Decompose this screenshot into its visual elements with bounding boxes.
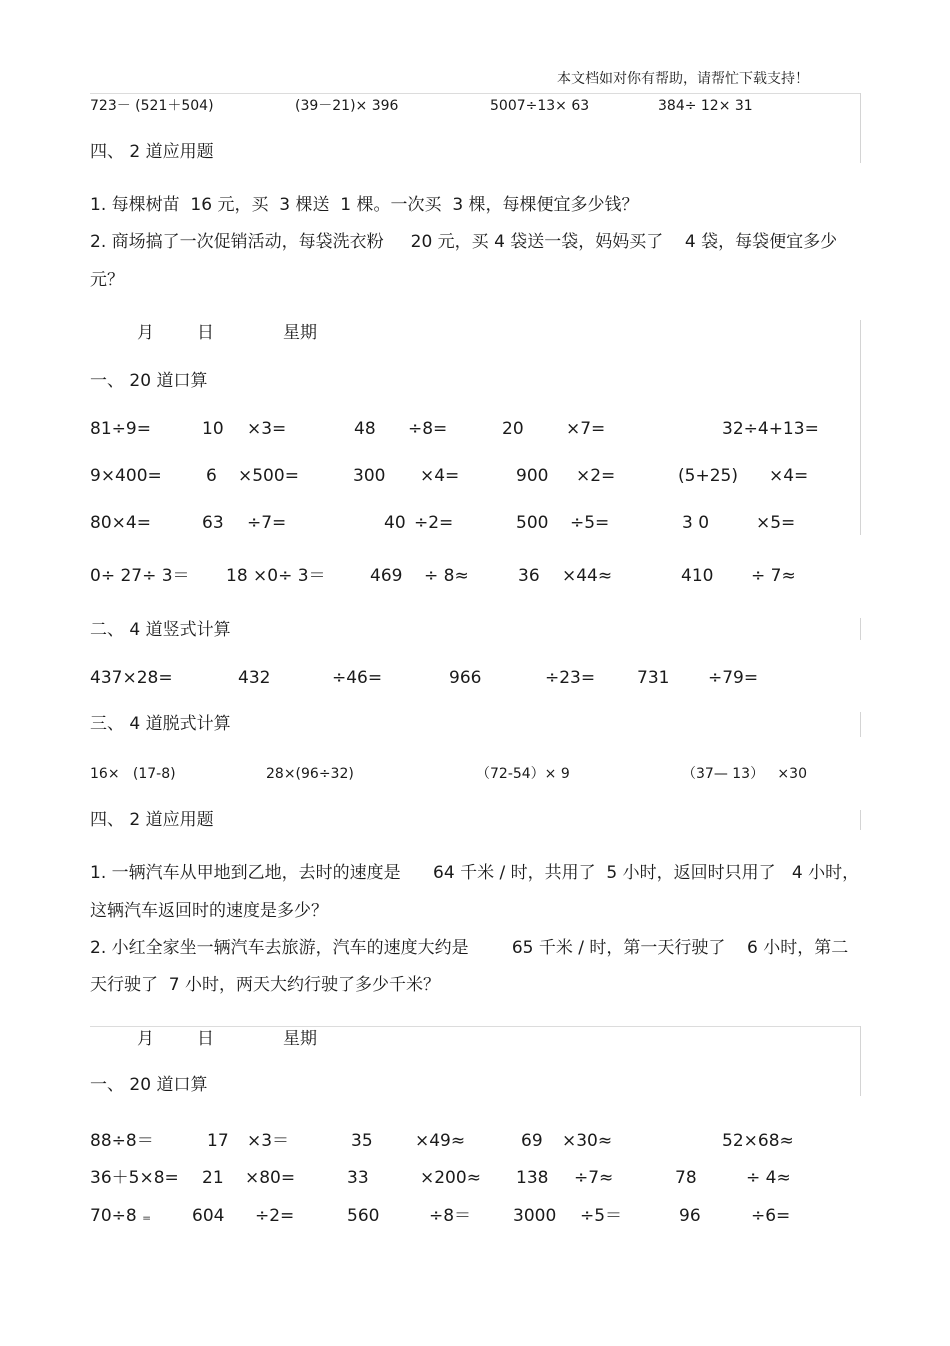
date-day: 日 xyxy=(197,323,214,343)
oral-item: ÷7≈ xyxy=(574,1168,614,1188)
oral-item: ×4= xyxy=(420,466,460,486)
oral-item: 52×68≈ xyxy=(722,1131,794,1151)
top-expr-3: 5007÷13× 63 xyxy=(490,98,590,114)
right-rule xyxy=(860,1026,861,1096)
date-month: 月 xyxy=(137,323,154,343)
oral-item: 410 xyxy=(681,566,714,586)
vertical-calc-item: ÷79= xyxy=(708,668,759,688)
oral-item: 70÷8 ₌ xyxy=(90,1206,152,1226)
oral-item: 81÷9= xyxy=(90,419,151,439)
oral-item: 36 xyxy=(518,566,540,586)
top-expr-4: 384÷ 12× 31 xyxy=(658,98,753,114)
date-month: 月 xyxy=(137,1029,154,1049)
oral-item: 32÷4+13= xyxy=(722,419,819,439)
oral-item: 0÷ 27÷ 3＝ xyxy=(90,566,190,586)
question-1: 1. 每棵树苗 16 元，买 3 棵送 1 棵。一次买 3 棵，每棵便宜多少钱？ xyxy=(90,195,639,215)
oral-item: 469 xyxy=(370,566,403,586)
oral-item: 36＋5×8= xyxy=(90,1168,179,1188)
oral-item: ÷8= xyxy=(408,419,448,439)
oral-item: 88÷8＝ xyxy=(90,1131,154,1151)
question-2-line-1: 2. 小红全家坐一辆汽车去旅游，汽车的速度大约是 65 千米 / 时，第一天行驶了 6 小时，第二 xyxy=(90,938,849,958)
oral-item: 500 xyxy=(516,513,549,533)
oral-item: 21 xyxy=(202,1168,224,1188)
oral-item: 3 0 xyxy=(682,513,710,533)
right-rule xyxy=(860,93,861,163)
right-rule xyxy=(860,320,861,535)
vertical-calc-item: ÷46= xyxy=(332,668,383,688)
oral-item: ÷2= xyxy=(414,513,454,533)
step-calc-item: （37— 13） ×30 xyxy=(682,766,807,782)
oral-item: 9×400= xyxy=(90,466,162,486)
oral-item: ×200≈ xyxy=(420,1168,481,1188)
oral-item: 560 xyxy=(347,1206,380,1226)
vertical-calc-item: 437×28= xyxy=(90,668,173,688)
oral-item: ×500= xyxy=(238,466,299,486)
vertical-calc-item: ÷23= xyxy=(545,668,596,688)
oral-item: 33 xyxy=(347,1168,369,1188)
date-weekday: 星期 xyxy=(283,323,317,343)
block-rule xyxy=(90,1026,860,1027)
oral-item: 3000 xyxy=(513,1206,557,1226)
oral-item: 80×4= xyxy=(90,513,151,533)
oral-item: 69 xyxy=(521,1131,543,1151)
oral-item: 20 xyxy=(502,419,524,439)
oral-item: 6 xyxy=(206,466,217,486)
oral-item: ×30≈ xyxy=(562,1131,613,1151)
oral-item: 18 ×0÷ 3＝ xyxy=(226,566,326,586)
oral-item: ×4= xyxy=(769,466,809,486)
oral-item: ÷8＝ xyxy=(429,1206,472,1226)
section-title: 一、 20 道口算 xyxy=(90,1075,208,1095)
question-1-line-1: 1. 一辆汽车从甲地到乙地，去时的速度是 64 千米 / 时，共用了 5 小时，返回时只用了 4 小时， xyxy=(90,863,860,883)
section-title: 一、 20 道口算 xyxy=(90,371,208,391)
oral-item: ÷5＝ xyxy=(580,1206,623,1226)
oral-item: 78 xyxy=(675,1168,697,1188)
oral-item: ×49≈ xyxy=(415,1131,466,1151)
oral-item: ÷6= xyxy=(751,1206,791,1226)
oral-item: 96 xyxy=(679,1206,701,1226)
vertical-calc-item: 731 xyxy=(637,668,670,688)
oral-item: 138 xyxy=(516,1168,549,1188)
step-calc-item: 28×(96÷32) xyxy=(266,766,354,782)
oral-item: ÷2= xyxy=(255,1206,295,1226)
oral-item: ×3= xyxy=(247,419,287,439)
oral-item: 35 xyxy=(351,1131,373,1151)
top-rule xyxy=(90,93,860,94)
right-rule xyxy=(860,712,861,737)
oral-item: 10 xyxy=(202,419,224,439)
oral-item: 900 xyxy=(516,466,549,486)
date-weekday: 星期 xyxy=(283,1029,317,1049)
question-2-line-2: 元？ xyxy=(90,270,124,290)
section-title: 四、 2 道应用题 xyxy=(90,810,214,830)
oral-item: ÷ 8≈ xyxy=(424,566,469,586)
question-2-line-2: 天行驶了 7 小时，两天大约行驶了多少千米？ xyxy=(90,975,441,995)
oral-item: ×7= xyxy=(566,419,606,439)
section-title: 四、 2 道应用题 xyxy=(90,142,214,162)
oral-item: ÷7= xyxy=(247,513,287,533)
oral-item: ÷ 7≈ xyxy=(751,566,796,586)
oral-item: ÷5= xyxy=(570,513,610,533)
oral-item: ×44≈ xyxy=(562,566,613,586)
oral-item: ×5= xyxy=(756,513,796,533)
question-2-line-1: 2. 商场搞了一次促销活动，每袋洗衣粉 20 元，买 4 袋送一袋，妈妈买了 4 袋，每袋便宜多少 xyxy=(90,232,838,252)
top-expr-1: 723－ (521＋504) xyxy=(90,98,214,114)
vertical-calc-item: 432 xyxy=(238,668,271,688)
oral-item: (5+25) xyxy=(678,466,738,486)
section-title: 二、 4 道竖式计算 xyxy=(90,620,231,640)
step-calc-item: （72-54）× 9 xyxy=(476,766,570,782)
date-day: 日 xyxy=(197,1029,214,1049)
vertical-calc-item: 966 xyxy=(449,668,482,688)
question-1-line-2: 这辆汽车返回时的速度是多少？ xyxy=(90,901,328,921)
oral-item: 63 xyxy=(202,513,224,533)
top-expr-2: (39－21)× 396 xyxy=(295,98,399,114)
right-rule xyxy=(860,810,861,830)
header-note: 本文档如对你有帮助，请帮忙下载支持！ xyxy=(557,71,809,87)
right-rule xyxy=(860,618,861,640)
oral-item: 17 xyxy=(207,1131,229,1151)
oral-item: ×3＝ xyxy=(247,1131,290,1151)
section-title: 三、 4 道脱式计算 xyxy=(90,714,231,734)
oral-item: 300 xyxy=(353,466,386,486)
oral-item: 604 xyxy=(192,1206,225,1226)
step-calc-item: 16× (17-8) xyxy=(90,766,176,782)
oral-item: 48 xyxy=(354,419,376,439)
oral-item: ×80= xyxy=(245,1168,296,1188)
oral-item: 40 xyxy=(384,513,406,533)
oral-item: ÷ 4≈ xyxy=(746,1168,791,1188)
oral-item: ×2= xyxy=(576,466,616,486)
